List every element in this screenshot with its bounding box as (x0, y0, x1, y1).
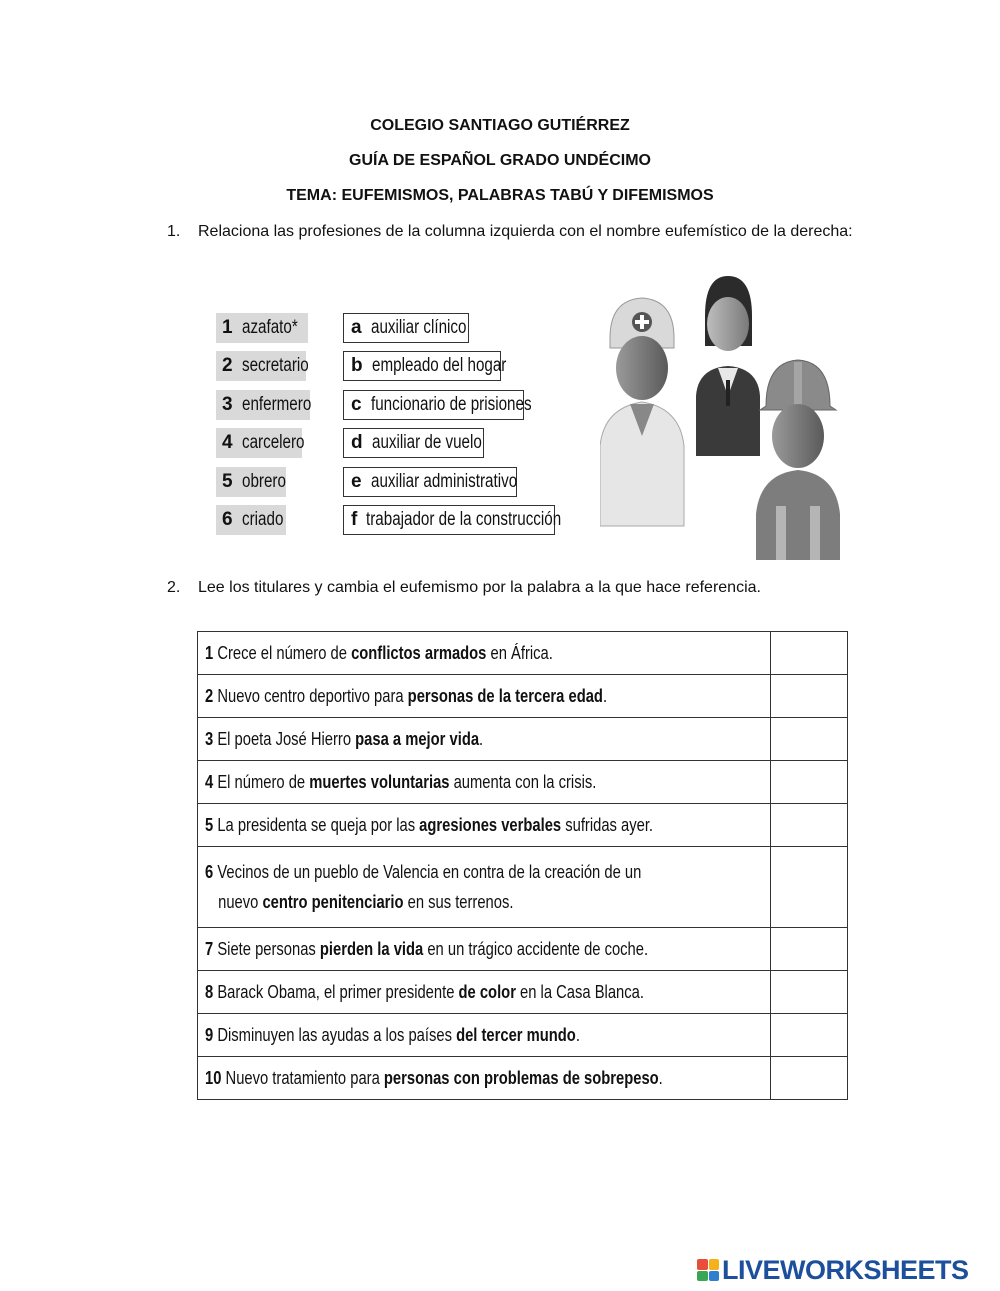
headline-row (198, 928, 848, 971)
profession-number: 5 (222, 470, 233, 492)
headline-post: en la Casa Blanca. (515, 982, 644, 1002)
answer-cell (771, 675, 848, 718)
headline-pre: Barack Obama, el primer presidente (217, 982, 459, 1002)
answer-cell (771, 1014, 848, 1057)
headline-text (198, 675, 771, 718)
euphemism-letter: a (351, 317, 362, 338)
answer-cell (771, 847, 848, 928)
headline-number: 4 (205, 772, 214, 792)
liveworksheets-logo (697, 1255, 969, 1285)
answer-cell (771, 761, 848, 804)
headline-post: sufridas ayer. (561, 815, 654, 835)
euphemism-item (343, 467, 517, 497)
headline-pre: La presidenta se queja por las (217, 815, 420, 835)
profession-item (216, 505, 286, 535)
euphemism-letter: b (351, 355, 363, 377)
headline-post: . (602, 686, 608, 706)
headline-post: . (658, 1068, 663, 1088)
nurse-icon (600, 298, 684, 526)
headline-number: 7 (205, 939, 214, 959)
answer-cell (771, 632, 848, 675)
headline-post: . (575, 1025, 580, 1045)
headline-euphemism: centro penitenciario (262, 892, 404, 912)
answer-cell (771, 804, 848, 847)
profession-item (216, 351, 309, 381)
profession-item (216, 313, 308, 343)
euphemism-letter: f (351, 509, 358, 530)
profession-item (216, 390, 310, 420)
answer-input[interactable] (771, 675, 847, 717)
question-1 (167, 220, 867, 270)
answer-input[interactable] (771, 761, 847, 803)
headline-row (198, 1057, 848, 1100)
headline-pre: El número de (217, 772, 310, 792)
answer-input[interactable] (771, 928, 847, 970)
headline-number: 1 (205, 643, 214, 663)
profession-item (216, 428, 305, 458)
euphemism-label: auxiliar de vuelo (371, 432, 482, 454)
headline-euphemism: personas de la tercera edad (407, 686, 603, 706)
answer-cell (771, 928, 848, 971)
headline-number: 5 (205, 815, 214, 835)
euphemism-item (343, 505, 562, 535)
workers-illustration (600, 276, 840, 560)
answer-input[interactable] (771, 718, 847, 760)
headline-pre: Nuevo centro deportivo para (217, 686, 408, 706)
headline-number: 3 (205, 729, 214, 749)
headline-post: aumenta con la crisis. (449, 772, 597, 792)
headline-euphemism: pierden la vida (319, 939, 424, 959)
question-text: Lee los titulares y cambia el eufemismo por la palabra a la que hace referencia. (198, 579, 761, 596)
euphemism-label: funcionario de prisiones (370, 393, 532, 415)
headline-pre: Siete personas (217, 939, 320, 959)
guide-title: GUÍA DE ESPAÑOL GRADO UNDÉCIMO (349, 152, 651, 169)
headline-row (198, 632, 848, 675)
headline-pre: Nuevo tratamiento para (225, 1068, 384, 1088)
question-2 (167, 576, 867, 602)
profession-label: carcelero (241, 432, 305, 454)
headline-euphemism: agresiones verbales (419, 815, 562, 835)
answer-input[interactable] (771, 1057, 847, 1099)
headline-row (198, 718, 848, 761)
headline-text (198, 1057, 771, 1100)
headline-pre: Disminuyen las ayudas a los países (217, 1025, 457, 1045)
headline-text (198, 847, 771, 928)
headline-number: 8 (205, 982, 214, 1002)
answer-input[interactable] (771, 971, 847, 1013)
headline-number: 6 (205, 862, 214, 882)
profession-label: secretario (241, 355, 309, 377)
answer-input[interactable] (771, 1014, 847, 1056)
headline-row (198, 804, 848, 847)
headline-euphemism: del tercer mundo (456, 1025, 576, 1045)
question-number: 1. (167, 223, 181, 240)
headline-post: . (479, 729, 484, 749)
headline-text (198, 632, 771, 675)
liveworksheets-logo-icon (697, 1259, 719, 1281)
headline-euphemism: conflictos armados (351, 643, 487, 663)
headline-row (198, 971, 848, 1014)
euphemism-label: empleado del hogar (371, 355, 506, 377)
profession-number: 3 (222, 393, 233, 415)
question-text: Relaciona las profesiones de la columna izquierda con el nombre eufemístico de la derecha: (198, 223, 853, 240)
headline-number: 9 (205, 1025, 214, 1045)
headline-number: 10 (205, 1068, 222, 1088)
headline-text (198, 761, 771, 804)
headline-pre: Vecinos de un pueblo de Valencia en contra de la creación de un (217, 862, 642, 882)
headline-text (198, 804, 771, 847)
euphemism-item (343, 390, 532, 420)
headline-text (198, 928, 771, 971)
construction-worker-icon (756, 360, 840, 560)
euphemism-letter: e (351, 470, 362, 492)
headline-text (198, 1014, 771, 1057)
euphemism-item (343, 428, 484, 458)
euphemism-item (343, 313, 469, 343)
profession-label: obrero (241, 470, 286, 492)
answer-input[interactable] (771, 632, 847, 674)
euphemism-item (343, 351, 506, 381)
headline-pre: El poeta José Hierro (217, 729, 356, 749)
headline-row (198, 761, 848, 804)
female-worker-icon (696, 276, 760, 456)
answer-cell (771, 1057, 848, 1100)
headline-euphemism: muertes voluntarias (309, 772, 450, 792)
headline-pre: Crece el número de (217, 643, 352, 663)
profession-label: criado (241, 509, 283, 530)
headline-row (198, 1014, 848, 1057)
headline-post: en África. (486, 643, 553, 663)
brand-name: LIVEWORKSHEETS (722, 1254, 969, 1285)
answer-cell (771, 971, 848, 1014)
headline-text (198, 971, 771, 1014)
headline-euphemism: personas con problemas de sobrepeso (383, 1068, 659, 1088)
answer-cell (771, 718, 848, 761)
headline-row (198, 675, 848, 718)
profession-label: enfermero (241, 393, 311, 415)
headline-number: 2 (205, 686, 214, 706)
profession-label: azafato* (241, 317, 298, 338)
answer-input[interactable] (771, 804, 847, 846)
euphemism-label: auxiliar clínico (370, 317, 467, 338)
euphemism-letter: c (351, 393, 362, 415)
profession-number: 1 (222, 317, 233, 338)
school-name: COLEGIO SANTIAGO GUTIÉRREZ (370, 117, 630, 134)
headlines-table (197, 631, 848, 1100)
headline-post: en sus terrenos. (403, 892, 514, 912)
headline-euphemism: de color (458, 982, 516, 1002)
euphemism-letter: d (351, 432, 363, 454)
euphemism-label: auxiliar administrativo (370, 470, 517, 492)
answer-input[interactable] (771, 847, 847, 927)
profession-number: 6 (222, 509, 233, 530)
headline-pre: nuevo (218, 892, 263, 912)
euphemism-label: trabajador de la construcción (366, 509, 562, 530)
profession-number: 4 (222, 432, 233, 454)
headline-row (198, 847, 848, 928)
headline-euphemism: pasa a mejor vida (355, 729, 480, 749)
headline-text (198, 718, 771, 761)
profession-number: 2 (222, 355, 233, 377)
profession-item (216, 467, 286, 497)
topic-title: TEMA: EUFEMISMOS, PALABRAS TABÚ Y DIFEMISMOS (286, 187, 714, 204)
headline-post: en un trágico accidente de coche. (423, 939, 649, 959)
question-number: 2. (167, 579, 181, 596)
